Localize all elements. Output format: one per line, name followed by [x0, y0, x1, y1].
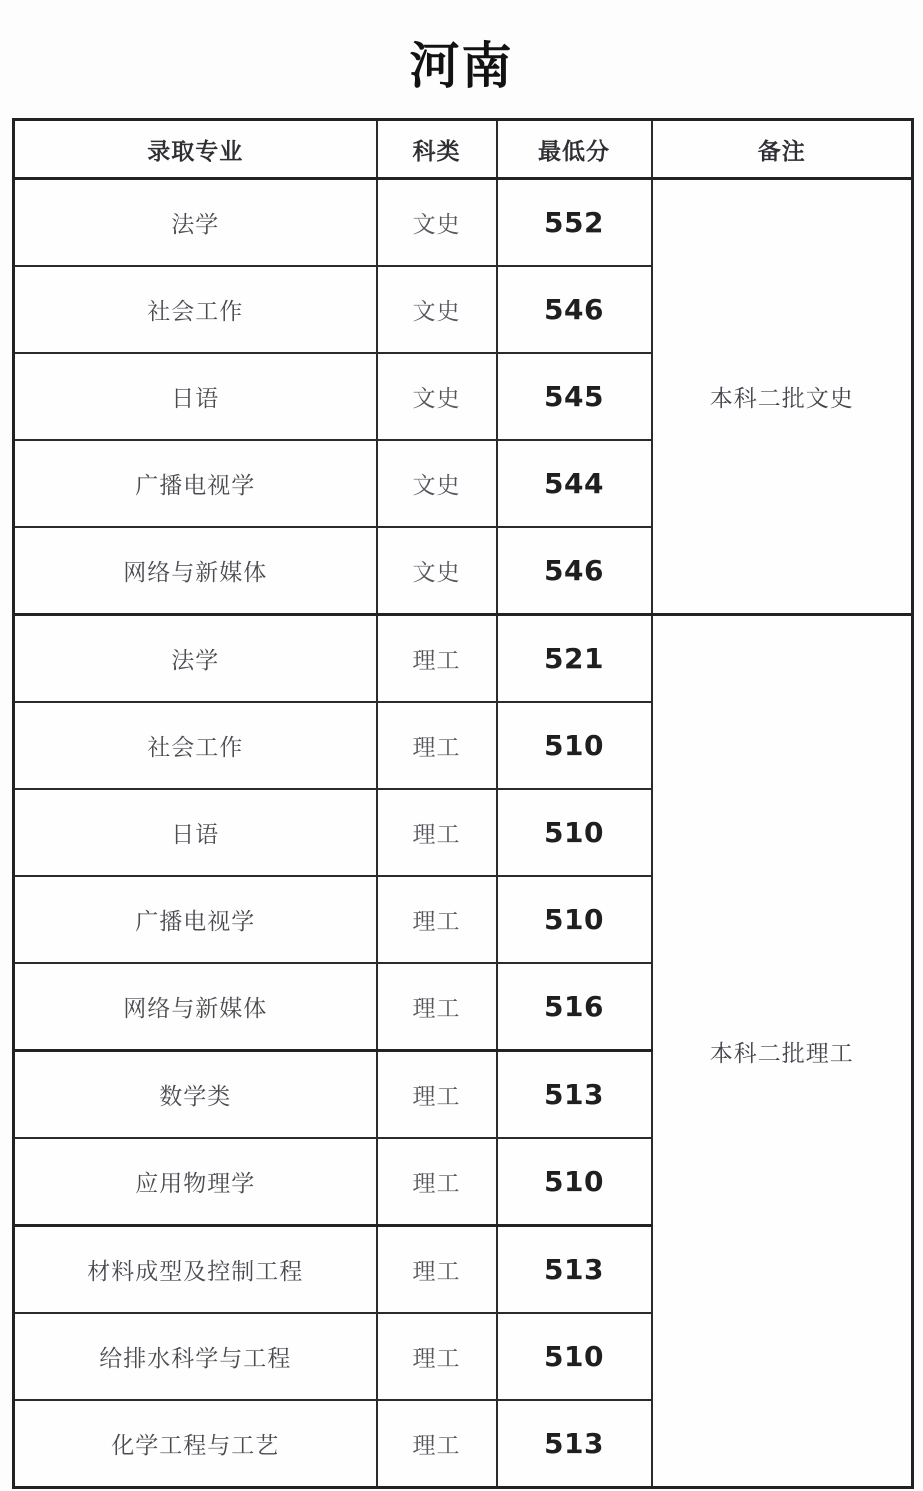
- category-cell: 理工: [377, 963, 497, 1051]
- table-header-row: [14, 120, 913, 179]
- category-cell: 理工: [377, 702, 497, 789]
- category-cell: 理工: [377, 1051, 497, 1139]
- major-cell: 日语: [14, 789, 377, 876]
- major-cell: 社会工作: [14, 702, 377, 789]
- score-cell: 545: [497, 353, 652, 440]
- major-cell: 网络与新媒体: [14, 527, 377, 615]
- score-cell: 513: [497, 1400, 652, 1488]
- category-cell: 文史: [377, 440, 497, 527]
- major-cell: 材料成型及控制工程: [14, 1226, 377, 1314]
- column-header-category: 科类: [377, 120, 497, 179]
- score-cell: 513: [497, 1051, 652, 1139]
- category-cell: 理工: [377, 615, 497, 703]
- major-cell: 应用物理学: [14, 1138, 377, 1226]
- score-cell: 513: [497, 1226, 652, 1314]
- major-cell: 社会工作: [14, 266, 377, 353]
- score-cell: 510: [497, 876, 652, 963]
- category-cell: 文史: [377, 353, 497, 440]
- score-cell: 510: [497, 1138, 652, 1226]
- category-cell: 理工: [377, 789, 497, 876]
- category-cell: 文史: [377, 266, 497, 353]
- admission-score-table: [12, 118, 914, 1489]
- score-cell: 552: [497, 179, 652, 267]
- category-cell: 文史: [377, 179, 497, 267]
- category-cell: 理工: [377, 1313, 497, 1400]
- remark-cell-science: 本科二批理工: [652, 615, 913, 1488]
- major-cell: 化学工程与工艺: [14, 1400, 377, 1488]
- score-cell: 546: [497, 266, 652, 353]
- table-row: [14, 615, 913, 703]
- major-cell: 网络与新媒体: [14, 963, 377, 1051]
- table-row: [14, 179, 913, 267]
- major-cell: 给排水科学与工程: [14, 1313, 377, 1400]
- major-cell: 广播电视学: [14, 876, 377, 963]
- score-cell: 516: [497, 963, 652, 1051]
- category-cell: 理工: [377, 1226, 497, 1314]
- category-cell: 文史: [377, 527, 497, 615]
- page-title: 河南: [409, 38, 514, 94]
- major-cell: 法学: [14, 615, 377, 703]
- score-cell: 510: [497, 1313, 652, 1400]
- major-cell: 广播电视学: [14, 440, 377, 527]
- column-header-major: 录取专业: [14, 120, 377, 179]
- score-cell: 510: [497, 702, 652, 789]
- column-header-score: 最低分: [497, 120, 652, 179]
- score-cell: 521: [497, 615, 652, 703]
- remark-cell-liberal-arts: 本科二批文史: [652, 179, 913, 615]
- major-cell: 数学类: [14, 1051, 377, 1139]
- category-cell: 理工: [377, 1400, 497, 1488]
- score-cell: 546: [497, 527, 652, 615]
- major-cell: 法学: [14, 179, 377, 267]
- score-cell: 510: [497, 789, 652, 876]
- column-header-remark: 备注: [652, 120, 913, 179]
- score-cell: 544: [497, 440, 652, 527]
- category-cell: 理工: [377, 1138, 497, 1226]
- major-cell: 日语: [14, 353, 377, 440]
- category-cell: 理工: [377, 876, 497, 963]
